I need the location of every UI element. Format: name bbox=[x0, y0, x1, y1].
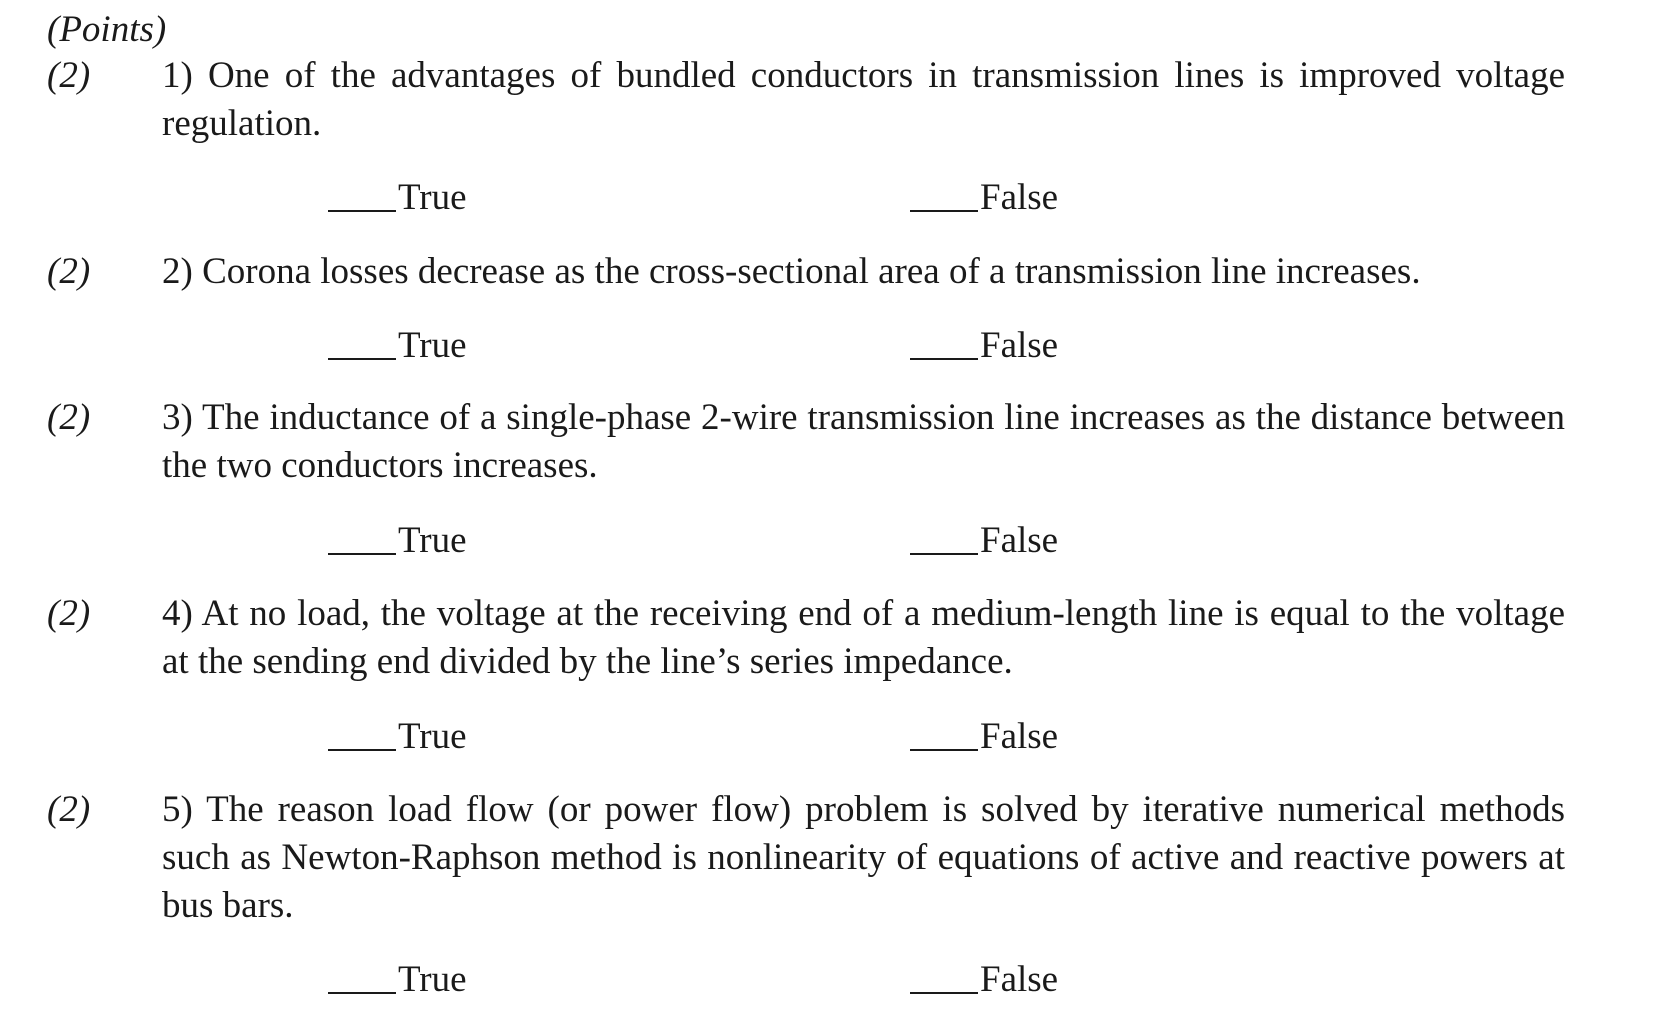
question-text: 2) Corona losses decrease as the cross-sectional area of a transmission line increases. bbox=[162, 251, 1421, 292]
question-text: 5) The reason load flow (or power flow) problem is solved by iterative numerical methods such as Newton-Raphson method is nonlinearity of equations of active and reactive powers at bus bars. bbox=[162, 789, 1565, 926]
true-option[interactable] bbox=[328, 517, 467, 565]
true-option[interactable] bbox=[328, 956, 467, 1004]
question-points: (2) bbox=[47, 251, 91, 292]
question-points: (2) bbox=[47, 593, 91, 634]
true-option[interactable] bbox=[328, 174, 467, 222]
true-label: True bbox=[398, 959, 467, 1000]
false-option[interactable] bbox=[910, 517, 1058, 565]
answer-blank[interactable] bbox=[328, 992, 396, 994]
answer-row-4 bbox=[0, 713, 1664, 761]
answer-blank[interactable] bbox=[328, 553, 396, 555]
false-label: False bbox=[980, 716, 1059, 757]
false-label: False bbox=[980, 520, 1059, 561]
answer-blank[interactable] bbox=[328, 358, 396, 360]
question-points: (2) bbox=[47, 397, 91, 438]
false-option[interactable] bbox=[910, 174, 1058, 222]
question-text: 3) The inductance of a single-phase 2-wire transmission line increases as the distance between the two conductors increases. bbox=[162, 397, 1565, 486]
answer-blank[interactable] bbox=[910, 210, 978, 212]
false-label: False bbox=[980, 959, 1059, 1000]
true-label: True bbox=[398, 520, 467, 561]
answer-row-3 bbox=[0, 517, 1664, 565]
answer-blank[interactable] bbox=[910, 992, 978, 994]
false-option[interactable] bbox=[910, 322, 1058, 370]
false-option[interactable] bbox=[910, 956, 1058, 1004]
question-text: 1) One of the advantages of bundled conductors in transmission lines is improved voltage regulation. bbox=[162, 55, 1565, 144]
true-label: True bbox=[398, 325, 467, 366]
true-label: True bbox=[398, 177, 467, 218]
false-option[interactable] bbox=[910, 713, 1058, 761]
points-header: (Points) bbox=[47, 9, 167, 50]
answer-row-1 bbox=[0, 174, 1664, 222]
question-text: 4) At no load, the voltage at the receiving end of a medium-length line is equal to the voltage at the sending end divided by the line’s series impedance. bbox=[162, 593, 1565, 682]
false-label: False bbox=[980, 177, 1059, 218]
answer-row-5 bbox=[0, 956, 1664, 1004]
true-option[interactable] bbox=[328, 713, 467, 761]
answer-blank[interactable] bbox=[328, 749, 396, 751]
answer-blank[interactable] bbox=[910, 749, 978, 751]
true-label: True bbox=[398, 716, 467, 757]
answer-blank[interactable] bbox=[910, 358, 978, 360]
true-option[interactable] bbox=[328, 322, 467, 370]
false-label: False bbox=[980, 325, 1059, 366]
answer-blank[interactable] bbox=[328, 210, 396, 212]
question-points: (2) bbox=[47, 789, 91, 830]
question-points: (2) bbox=[47, 55, 91, 96]
answer-row-2 bbox=[0, 322, 1664, 370]
answer-blank[interactable] bbox=[910, 553, 978, 555]
